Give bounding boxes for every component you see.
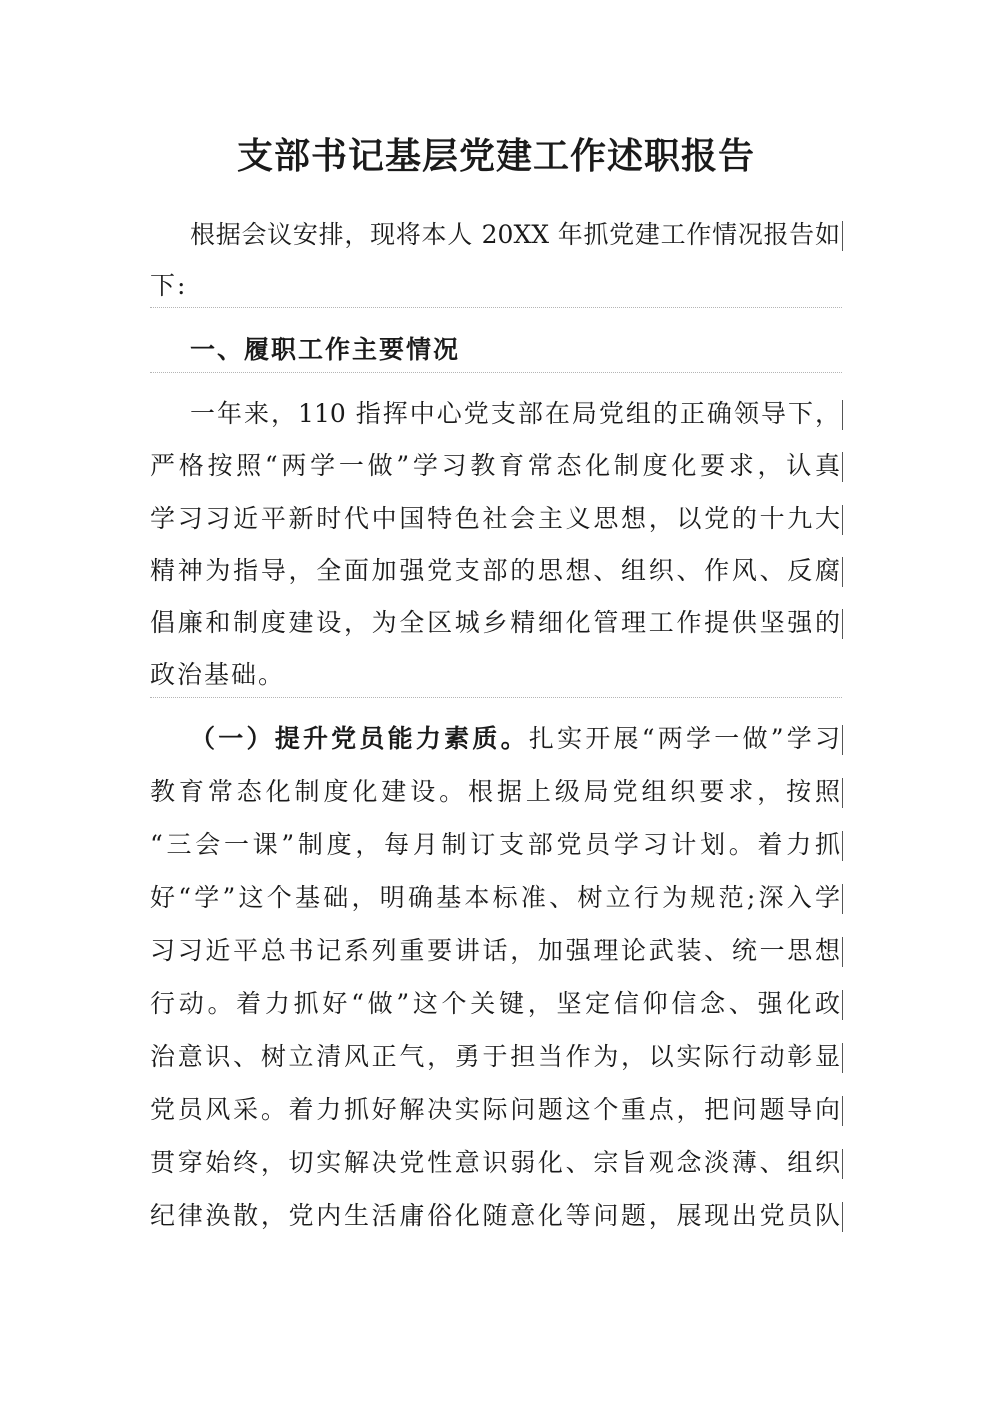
paragraph-line: 习习近平总书记系列重要讲话，加强理论武装、统一思想: [150, 936, 840, 965]
intro-line: 根据会议安排，现将本人 20XX 年抓党建工作情况报告如: [190, 220, 840, 249]
line-end-mark: [842, 1096, 843, 1126]
line-end-mark: [842, 1202, 843, 1232]
paragraph-line: 严格按照“两学一做”学习教育常态化制度化要求，认真: [150, 451, 840, 480]
subsection-first-line: [190, 722, 840, 756]
line-end-mark: [842, 505, 843, 535]
subsection-text: 扎实开展“两学一做”学习: [528, 724, 840, 753]
paragraph-line: 治意识、树立清风正气，勇于担当作为，以实际行动彰显: [150, 1042, 840, 1071]
line-end-mark: [842, 831, 843, 861]
line-end-mark: [842, 990, 843, 1020]
paragraph-line: 政治基础。: [150, 660, 286, 689]
paragraph-line: 学习习近平新时代中国特色社会主义思想，以党的十九大: [150, 504, 840, 533]
paragraph-line: 教育常态化制度化建设。根据上级局党组织要求，按照: [150, 777, 840, 806]
paragraph-line: 一年来，110 指挥中心党支部在局党组的正确领导下，: [190, 399, 840, 428]
line-end-mark: [842, 1043, 843, 1073]
line-end-mark: [842, 778, 843, 808]
line-end-mark: [842, 452, 843, 482]
paragraph-divider: [150, 307, 842, 308]
subsection-heading: （一）提升党员能力素质。: [190, 724, 529, 753]
paragraph-line: 好“学”这个基础，明确基本标准、树立行为规范;深入学: [150, 883, 840, 912]
line-end-mark: [842, 725, 843, 755]
paragraph-divider: [150, 697, 842, 698]
paragraph-line: 纪律涣散，党内生活庸俗化随意化等问题，展现出党员队: [150, 1201, 840, 1230]
paragraph-line: “三会一课”制度，每月制订支部党员学习计划。着力抓: [150, 830, 840, 859]
intro-line: 下:: [150, 271, 188, 300]
line-end-mark: [842, 400, 843, 430]
line-end-mark: [842, 609, 843, 639]
document-title: 支部书记基层党建工作述职报告: [236, 135, 755, 177]
paragraph-line: 行动。着力抓好“做”这个关键，坚定信仰信念、强化政: [150, 989, 840, 1018]
paragraph-divider: [150, 372, 842, 373]
paragraph-line: 精神为指导，全面加强党支部的思想、组织、作风、反腐: [150, 556, 840, 585]
line-end-mark: [842, 937, 843, 967]
line-end-mark: [842, 1149, 843, 1179]
line-end-mark: [842, 221, 843, 251]
line-end-mark: [842, 884, 843, 914]
section-heading: 一、履职工作主要情况: [190, 335, 461, 364]
paragraph-line: 倡廉和制度建设，为全区城乡精细化管理工作提供坚强的: [150, 608, 840, 637]
paragraph-line: 贯穿始终，切实解决党性意识弱化、宗旨观念淡薄、组织: [150, 1148, 840, 1177]
paragraph-line: 党员风采。着力抓好解决实际问题这个重点，把问题导向: [150, 1095, 840, 1124]
line-end-mark: [842, 557, 843, 587]
